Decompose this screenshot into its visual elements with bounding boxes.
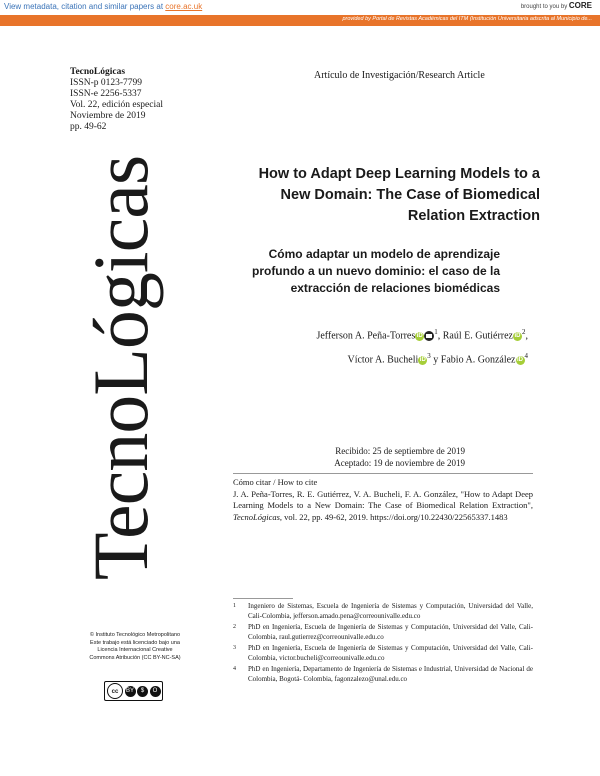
issn-print: ISSN-p 0123-7799 [70,78,143,88]
noncommercial-icon: $ [137,686,148,697]
author-name: Jefferson A. Peña-Torres [316,330,416,342]
title-english: How to Adapt Deep Learning Models to a New Domain: The Case of Biomedical Relation Extraction [258,166,540,224]
article-type: Artículo de Investigación/Research Article [314,70,485,81]
author-name: Fabio A. González [440,354,516,366]
email-icon[interactable] [424,331,434,341]
provider-text[interactable]: provided by Portal de Revistas Académicas del ITM (Institución Universitaria adscrita al Municipio de... [342,16,592,22]
journal-logo-vertical [66,145,176,590]
orcid-icon[interactable]: iD [514,332,521,339]
brought-by-text: brought to you by [520,4,568,10]
footnote-number: 1 [233,603,236,609]
citation-tail[interactable]: , vol. 22, pp. 49-62, 2019. https://doi.org/10.22430/22565337.1483 [279,511,508,522]
journal-info [70,67,163,133]
affiliation-number: 3 [427,352,431,361]
affiliation-number: 2 [522,328,526,336]
journal-name: TecnoLógicas [70,67,126,77]
core-link[interactable]: core.ac.uk [165,2,203,11]
author-name: Raúl E. Gutiérrez [442,330,513,342]
footnote-number: 4 [233,666,236,672]
journal-date: Noviembre de 2019 [70,111,146,121]
license-block [60,632,210,662]
author-connector: y [433,354,439,366]
footnote [233,644,533,663]
footnote-text: PhD en Ingeniería, Escuela de Ingeniería de Sistemas y Computación, Universidad del Valle, Cali- Colombia, victor.bucheli@correounivalle.edu.co [248,644,533,662]
cc-license-badge[interactable] [104,681,163,701]
cc-icon: cc [107,683,123,699]
journal-logo-text: TecnoLógicas [77,155,164,580]
core-logo[interactable]: CORE [568,1,592,10]
journal-pages: pp. 49-62 [70,122,107,132]
article-dates [300,445,465,469]
orcid-icon[interactable]: iD [517,356,523,363]
license-line: Licencia Internacional Creative [97,647,173,653]
provider-bar [0,15,600,26]
footnote-number: 2 [233,624,236,630]
footnotes [233,602,533,686]
core-banner [0,0,600,14]
citation-body: J. A. Peña-Torres, R. E. Gutiérrez, V. A. Bucheli, F. A. González, "How to Adapt Deep Learning Models to a New Domain: The Case of Biomedical Relation Extraction", [233,488,533,510]
orcid-icon[interactable]: iD [416,332,423,339]
issn-electronic: ISSN-e 2256-5337 [70,89,142,99]
footnote-number: 3 [233,645,236,651]
core-banner-text: View metadata, citation and similar papers at [4,2,164,11]
footnote [233,665,533,684]
orcid-icon[interactable]: iD [419,356,426,363]
title-spanish: Cómo adaptar un modelo de aprendizaje profundo a un nuevo dominio: el caso de la extracción de relaciones biomédicas [251,247,500,295]
author-name: Víctor A. Bucheli [347,354,419,366]
citation-journal: TecnoLógicas [233,511,280,522]
footnote-divider [233,598,293,599]
accepted-date: Aceptado: 19 de noviembre de 2019 [334,458,465,468]
core-banner-left [4,2,202,11]
affiliation-number: 4 [524,352,528,361]
received-date: Recibido: 25 de septiembre de 2019 [335,446,465,456]
journal-volume: Vol. 22, edición especial [70,100,163,110]
author-list: Jefferson A. Peña-Torres iD $^1$, Raúl E. Gutiérrez iD $^2$, Víctor A. Bucheli iD $^3$ y Fabio A. González iD $^4$ [316,328,528,366]
license-line: Este trabajo está licenciado bajo una [90,639,180,646]
license-line: Commons Atribución (CC BY-NC-SA) [89,654,181,661]
sharealike-icon: O [150,686,161,697]
footnote-text: PhD en Ingeniería, Departamento de Ingeniería de Sistemas e Industrial, Universidad de Nacional de Colombia, Bogotá- Colombia, fagonzalezo@unal.edu.co [248,665,533,683]
footnote-text: Ingeniero de Sistemas, Escuela de Ingeniería de Sistemas y Computación, Universidad del Valle, Cali-Colombia, jefferson.amado.pena@correounivalle.edu.co [248,602,533,620]
footnote [233,623,533,642]
attribution-icon: BY [125,686,136,697]
citation-block [233,477,533,523]
footnote [233,602,533,621]
affiliation-number: 1 [434,328,438,336]
footnote-text: PhD en Ingeniería, Escuela de Ingeniería de Sistemas y Computación, Universidad del Valle, Cali- Colombia, raul.gutierrez@correounivalle.edu.co [248,623,533,641]
core-banner-right [521,1,592,10]
citation-text [233,489,533,524]
citation-heading: Cómo citar / How to cite [233,477,318,487]
license-line: © Instituto Tecnológico Metropolitano [89,632,181,638]
citation-divider [233,473,533,474]
